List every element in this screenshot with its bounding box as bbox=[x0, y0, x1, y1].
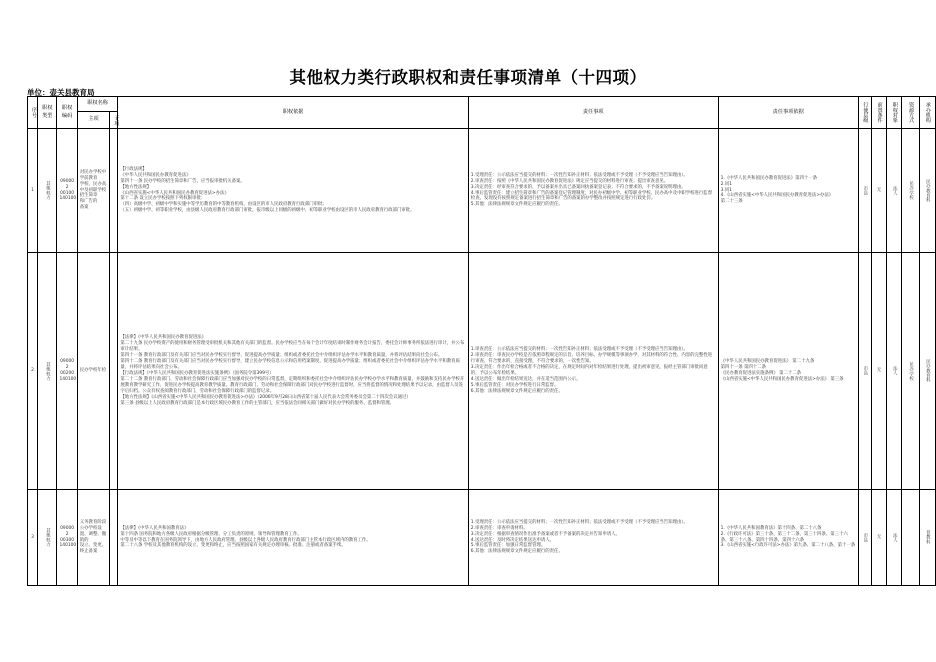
row-resp bbox=[902, 490, 919, 586]
row-org: 民办教育科 bbox=[919, 129, 935, 253]
row-cond: 无 bbox=[872, 490, 887, 586]
row-seq: 2 bbox=[28, 253, 38, 490]
row-duty: 1.审查责任：公示依法应当提交的材料；一次性告知补正材料；依法受理或不予受理（不予受理应当告知理由）。 2.审查责任：审查民办学校是否依照章程规定的宗旨、培养目标、办学规模等事项办学，对其材料的符合性、内容的完整性进行审查，符合要求的，直接受理，不符合要求的，一次性告知。 3.决定责任：作出年检合格或者不合格的决定，在规定时间内对年检结果进行处理，提出初审意见，报经主管部门审批同意的，予以公布年检结果。 4.送达责任：做出年检结果送达，并在适当范围内公示。 5.事后监管责任：对民办学校进行日常监督。 6.其他：法律法规规章文件规定应履行的责任。 bbox=[468, 253, 718, 490]
row-duty-basis: 《中华人民共和国民办教育促进法》 第二十九条 第四十一条 第四十二条 《民办教育促进法实施条例》 第二十二条 《山西省实施<中华人民共和国民办教育促进法>办法》 第三条 bbox=[718, 253, 858, 490]
row-cond: 无 bbox=[872, 253, 887, 490]
header-basis: 职权依据 bbox=[118, 97, 468, 129]
row-duty-basis: 1.《中华人民共和国教育法》第十四条、第二十八条 2.《行政许可法》第三十条、第三十二条、第三十四条、第三十六条、第三十八条、第四十四条、第四十六条 3.《山西省实施<行政许可法>办法》第九条、第二十八条、第十一条 bbox=[718, 490, 858, 586]
row-type: 其他权力 bbox=[38, 129, 57, 253]
row-code: 09000 2 00300 140100 bbox=[57, 490, 77, 586]
power-list-table bbox=[27, 96, 936, 586]
header-type: 职权类型 bbox=[38, 97, 57, 129]
row-basis: 【行政法规】 《中华人民共和国民办教育促进法》 第四十一条 民办学校的招生简章和广告，应当报审批机关备案。 【地方性法规】 《山西省实施<中华人民共和国民办教育促进法>办法》 第十二条 设立民办学校按照下列权限审批： （四）高级中学、初级中学和实施中等学历教育的中等教育机构，由设区的市人民政府教育行政部门审批； （五）初级中学、初等职业学校，由县级人民政府教育行政部门审批，报市级以上同级的初级中、初等职业学校由设区的市人民政府教育行政部门审批。 bbox=[118, 129, 468, 253]
header-code: 职权编码 bbox=[57, 97, 77, 129]
row-object: 法人 bbox=[887, 490, 902, 586]
table-row bbox=[28, 490, 936, 586]
page-title: 其他权力类行政职权和责任事项清单（十四项） bbox=[289, 68, 647, 87]
row-code: 09000 2 00100 140100 bbox=[57, 129, 77, 253]
header-org: 承办机构 bbox=[919, 97, 935, 129]
header-cond: 前置条件 bbox=[872, 97, 887, 129]
header-duty-basis: 责任事项依据 bbox=[718, 97, 858, 129]
row-duty: 1.受理责任：公示依法应当提交的材料；一次性告知补正材料；依法受理或不予受理（不予受理应当告知理由）。 2.审查责任：审查申请材料。 3.决定责任：根据审查情况作出准予备案或者不予备案的决定并告知申请人。 4.送达责任：及时将决定结果送达申请人。 5.事后监管责任：加强日常监督管理。 6.其他：法律法规规章文件规定应履行的责任。 bbox=[468, 490, 718, 586]
unit-label: 单位：壶关县教育局 bbox=[27, 88, 95, 97]
row-duty-basis: 1.《中华人民共和国民办教育促进法》第四十一条 2.同1 3.同1 4.《山西省实施<中华人民共和国民办教育促进法>办法》 第二十三条 bbox=[718, 129, 858, 253]
header-seq: 序号 bbox=[28, 97, 38, 129]
row-basis: 【法律】《中华人民共和国民办教育促进法》 第二十九条 民办学校资产的使用和财务管理受审批机关和其他有关部门的监督。民办学校应当在每个会计年度结束时制作财务会计报告，委托会计师事务所依法进行审计，并公布审计结果。 第四十一条 教育行政部门及有关部门应当对民办学校实行督导，促进提高办学质量；组织或者委托社会中介组织评估办学水平和教育质量，并将评估结果向社会公布。 第四十二条 教育行政部门及有关部门应当对民办学校实行督导，建立民办学校信息公示和信用档案制度，促进提高办学质量；组织或者委托社会中介组织评估办学水平和教育质量，并将评估结果向社会公布。 【行政法规】《中华人民共和国民办教育促进法实施条例》（国务院令第399号） 第二十二条 教育行政部门、劳动和社会保障行政部门应当加强对民办学校的日常监督，定期组织和委托社会中介组织评估民办学校办学水平和教育质量，并鼓励和支持民办学校开展教育教学研究工作，促进民办学校提高教育教学质量。教育行政部门、劳动和社会保障行政部门对民办学校进行监督时，应当将监督的情况和处理结果予以记录，由监督人员签字后归档。公众有权查阅教育行政部门、劳动和社会保障行政部门的监督记录。 【地方性法规】《山西省实施<中华人民共和国民办教育促进法>办法》（2006年9月28日山西省第十届人民代表大会常务委员会第二十四次会议通过） 第三条 县级以上人民政府教育行政部门是本行政区域民办教育工作的主管部门，应当依法会同相关部门做好对民办学校的服务、监督和管理。 bbox=[118, 253, 468, 490]
row-org: 普教科 bbox=[919, 490, 935, 586]
row-subject: 市县 bbox=[858, 129, 871, 253]
row-seq: 3 bbox=[28, 490, 38, 586]
row-resp: 民办学校 bbox=[902, 253, 919, 490]
row-main-item: 对民办学校中学前教育 学校、民办高中及初职学校 招生简章 和广告的 备案 bbox=[77, 129, 110, 253]
header-row bbox=[28, 97, 936, 112]
row-resp: 民办学校 bbox=[902, 129, 919, 253]
row-main-item: 民办学校年检 bbox=[77, 253, 110, 490]
header-main: 主项 bbox=[77, 112, 110, 129]
row-org: 民办教育科 bbox=[919, 253, 935, 490]
row-type: 其他权力 bbox=[38, 253, 57, 490]
row-subject: 市县 bbox=[858, 253, 871, 490]
row-duty: 1.受理责任：公示依法应当提交的材料；一次性告知补正材料；依法受理或不予受理（不予受理应当告知理由）。 2.审查责任：按照《中华人民共和国民办教育促进法》规定应当提交的材料进行审查；提出审查意见。 3.决定责任：经审查符合要求的，予以备案并出具已备案回执备案登记表；不符合要求的，不予备案说明理由。 4.事后监管责任：建立招生简章和广告的备案登记管理制度，对民办初级中学、初等职业学校、民办高中及中职学校进行监督检查，发现没有按照规定备案进行招生简章和广告的备案的办学整改并按照规定进行行政处罚。 5.其他：法律法规规章文件规定应履行的责任。 bbox=[468, 129, 718, 253]
header-name-group: 职权名称 bbox=[77, 97, 118, 112]
row-sub-item bbox=[110, 253, 118, 490]
header-resp: 资源方式 bbox=[902, 97, 919, 129]
table-row bbox=[28, 253, 936, 490]
header-subject: 行使层级 bbox=[858, 97, 871, 129]
row-sub-item bbox=[110, 129, 118, 253]
row-cond: 无 bbox=[872, 129, 887, 253]
table-row bbox=[28, 129, 936, 253]
row-object: 法人 bbox=[887, 253, 902, 490]
header-sub: 子项 bbox=[110, 112, 118, 129]
row-basis: 【法律】《中华人民共和国教育法》 第十四条 国务院和地方各级人民政府根据分级管理、分工负责的原则，领导和管理教育工作。 中等及中等以下教育在国务院领导下，由地方人民政府管理。县级以上各级人民政府教育行政部门主管本行政区域内的教育工作。 第二十八条 学校及其他教育机构的设立、变更和终止，应当按照国家有关规定办理审核、批准、注册或者备案手续。 bbox=[118, 490, 468, 586]
row-subject: 市县 bbox=[858, 490, 871, 586]
header-object: 职权对象 bbox=[887, 97, 902, 129]
row-type: 其他权力 bbox=[38, 490, 57, 586]
row-seq: 1 bbox=[28, 129, 38, 253]
header-duty: 责任事项 bbox=[468, 97, 718, 129]
row-object: 法人 bbox=[887, 129, 902, 253]
row-code: 09000 2 00200 140100 bbox=[57, 253, 77, 490]
row-sub-item bbox=[110, 490, 118, 586]
row-main-item: 义务教育阶段公办学校设置、调整、撤销的 设立、变更、终止备案 bbox=[77, 490, 110, 586]
